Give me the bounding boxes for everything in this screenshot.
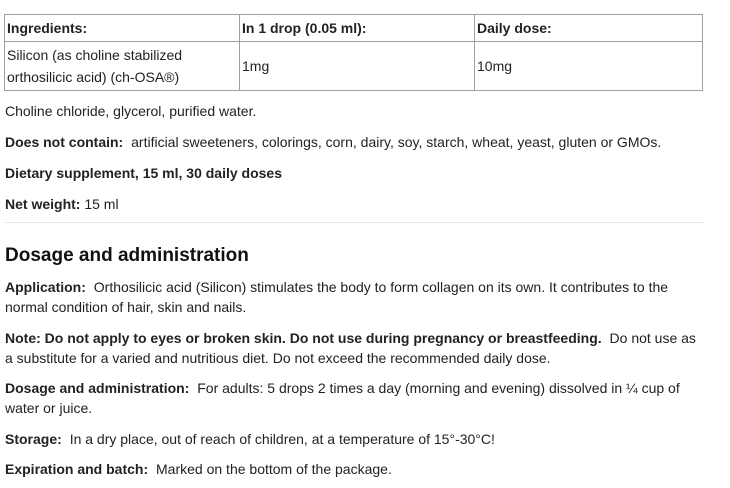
cell-daily-dose: 10mg	[475, 42, 703, 91]
dosage-text: For adults: 5 drops 2 times a day (morning and evening) dissolved in ¼ cup of water or juice.	[5, 380, 680, 416]
does-not-contain-label: Does not contain:	[5, 134, 124, 150]
does-not-contain-text: artificial sweeteners, colorings, corn, dairy, soy, starch, wheat, yeast, gluten or GMOs.	[131, 134, 662, 150]
table-row	[5, 42, 703, 91]
header-daily-dose: Daily dose:	[475, 15, 703, 42]
application-label: Application:	[5, 279, 86, 295]
expiration-label: Expiration and batch:	[5, 461, 149, 477]
storage-paragraph	[5, 429, 705, 449]
net-weight-label: Net weight:	[5, 196, 81, 212]
section-title: Dosage and administration	[5, 245, 249, 266]
application-paragraph	[5, 277, 705, 317]
dosage-label: Dosage and administration:	[5, 380, 190, 396]
other-ingredients-text: Choline chloride, glycerol, purified water.	[5, 103, 257, 119]
table-header-row	[5, 15, 703, 42]
net-weight	[5, 194, 705, 214]
other-ingredients	[5, 101, 705, 121]
supplement-line	[5, 163, 705, 183]
note-paragraph	[5, 328, 705, 368]
storage-text: In a dry place, out of reach of children, at a temperature of 15°-30°C!	[69, 431, 495, 447]
section-divider	[5, 222, 703, 223]
cell-per-drop: 1mg	[240, 42, 475, 91]
header-ingredients: Ingredients:	[5, 15, 240, 42]
expiration-paragraph	[5, 459, 705, 479]
note-text: Do not use as a substitute for a varied and nutritious diet. Do not exceed the recommended daily dose.	[5, 330, 696, 366]
ingredients-table	[4, 14, 703, 91]
header-per-drop: In 1 drop (0.05 ml):	[240, 15, 475, 42]
net-weight-value: 15 ml	[84, 196, 119, 212]
supplement-line-text: Dietary supplement, 15 ml, 30 daily doses	[5, 165, 282, 181]
cell-ingredient: Silicon (as choline stabilized orthosilicic acid) (ch-OSA®)	[5, 42, 240, 91]
application-text: Orthosilicic acid (Silicon) stimulates the body to form collagen on its own. It contributes to the normal condition of hair, skin and nails.	[5, 279, 669, 315]
expiration-text: Marked on the bottom of the package.	[156, 461, 392, 477]
does-not-contain	[5, 132, 705, 152]
storage-label: Storage:	[5, 431, 62, 447]
note-label: Note: Do not apply to eyes or broken skin. Do not use during pregnancy or breastfeeding.	[5, 330, 602, 346]
dosage-paragraph	[5, 378, 705, 418]
